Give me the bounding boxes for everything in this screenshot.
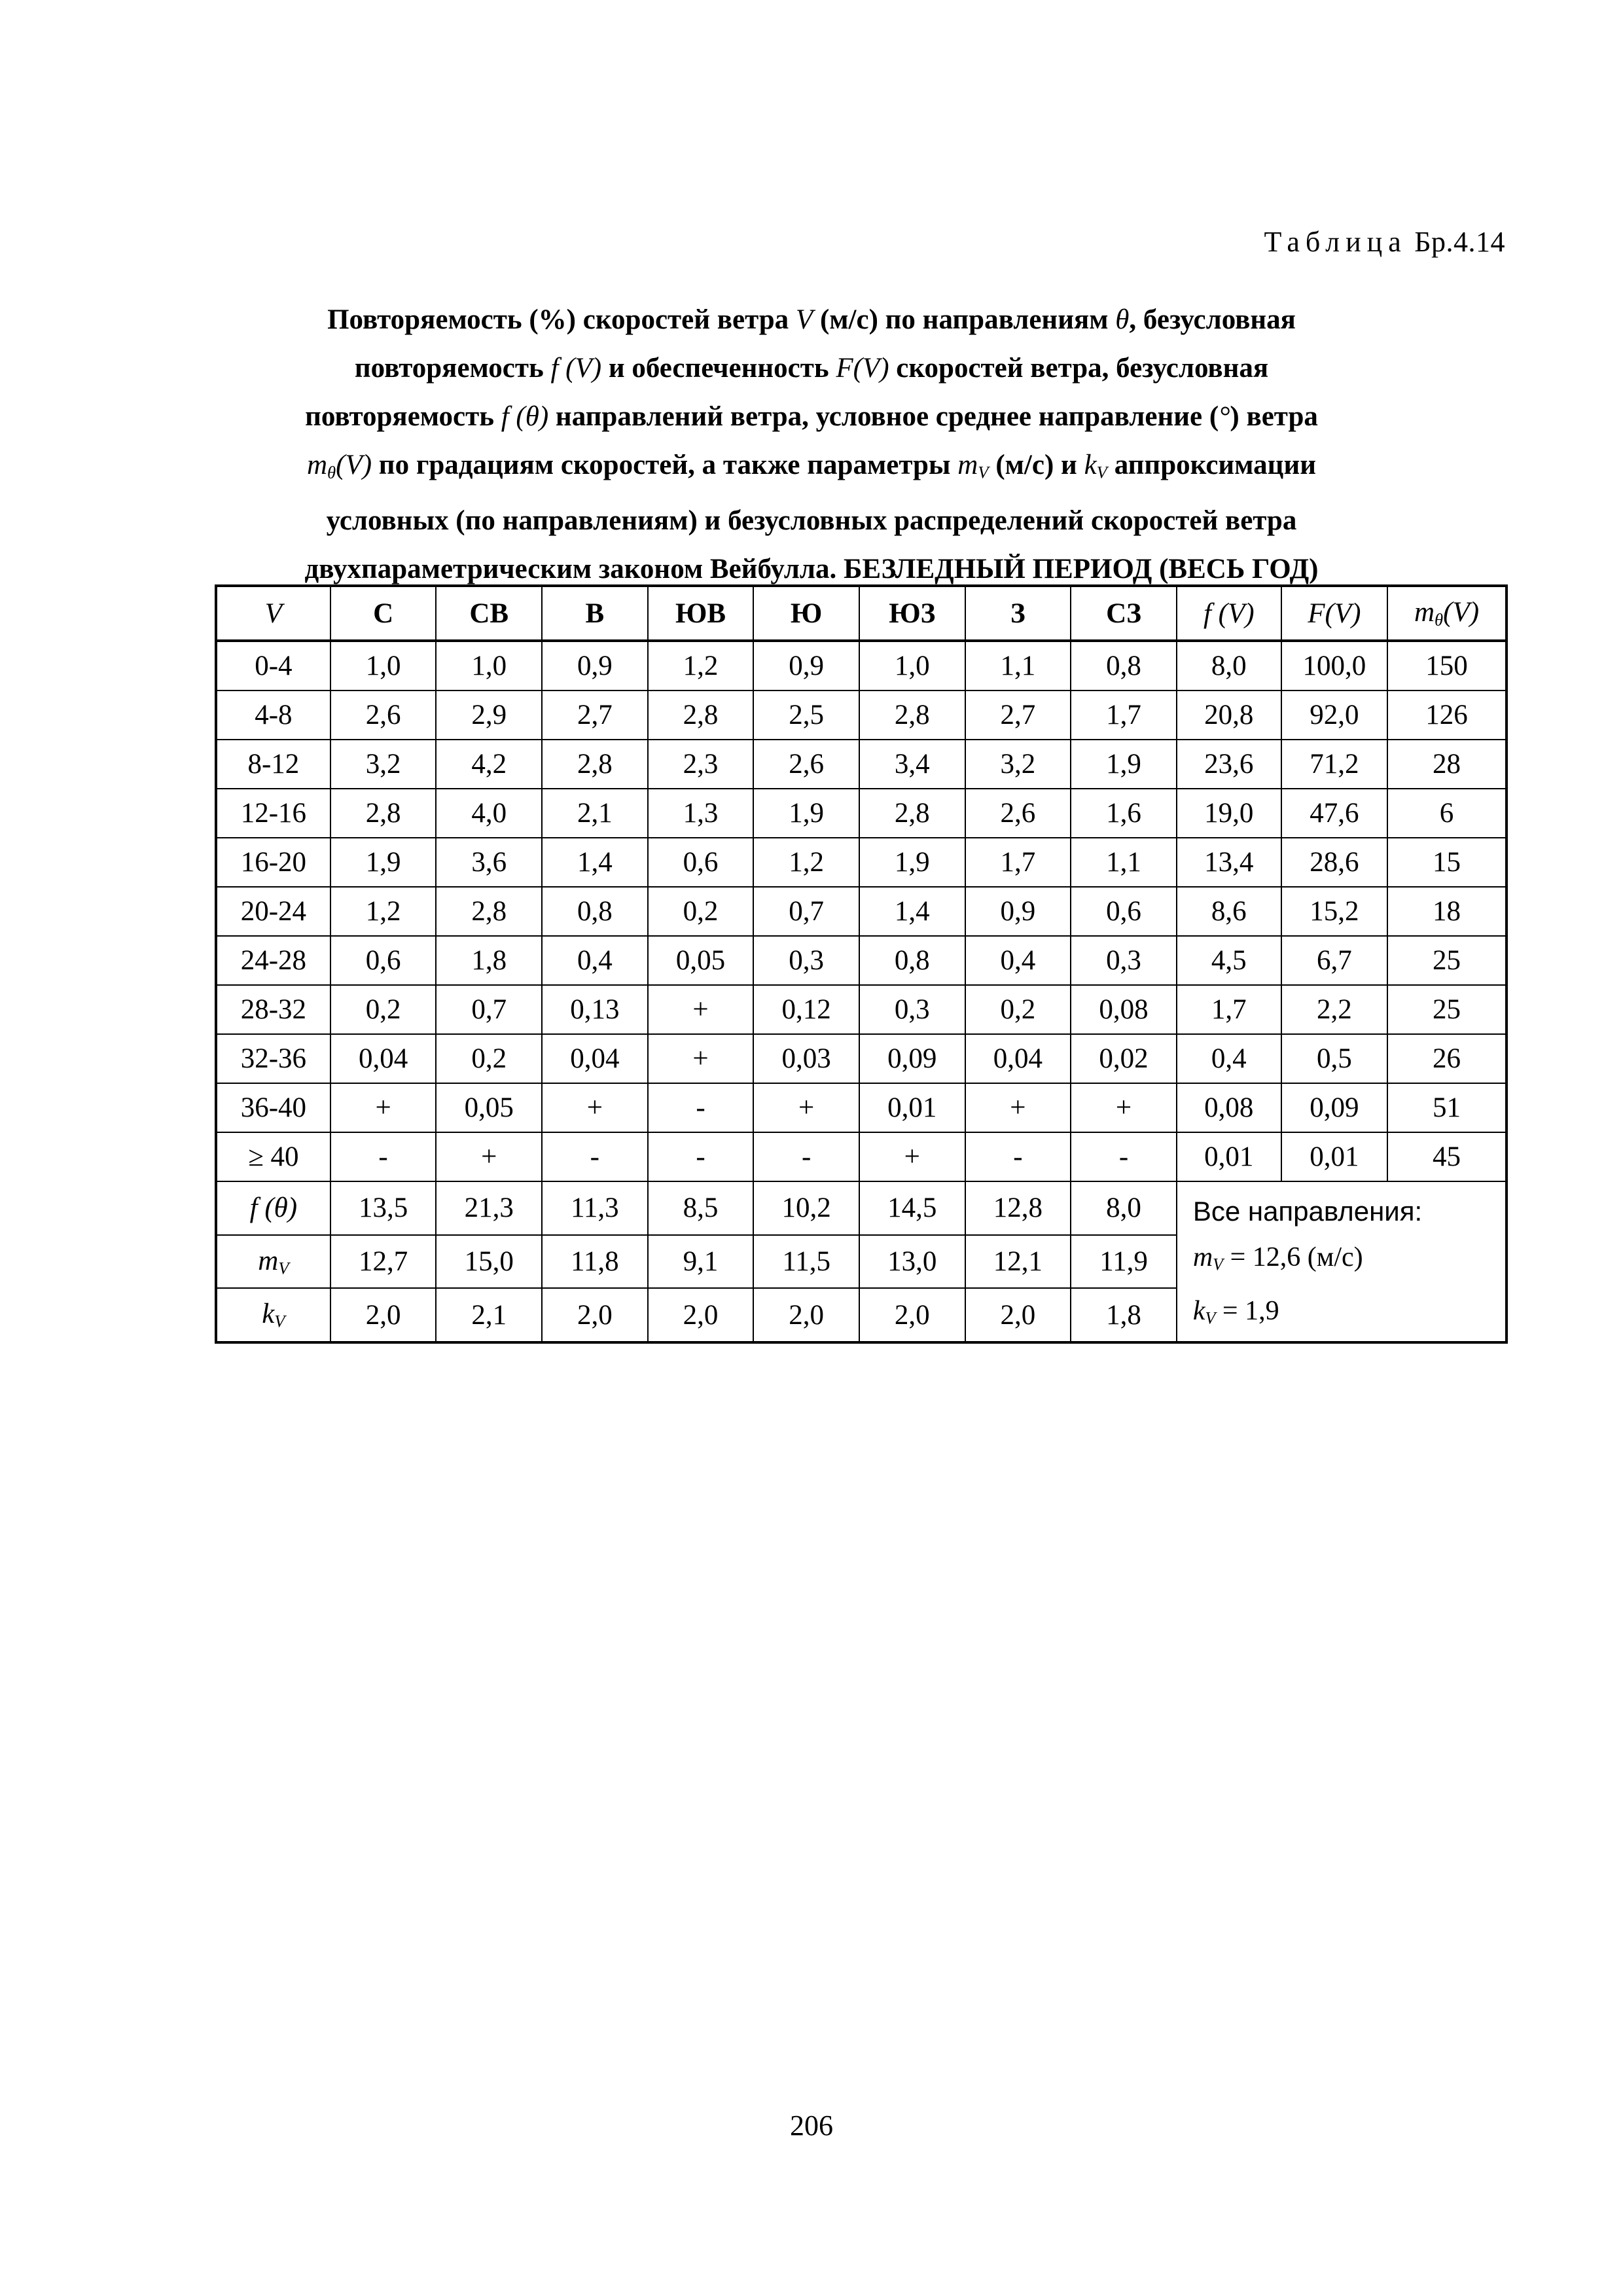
frequency-cell: + — [648, 1034, 754, 1083]
caption-text: аппроксимации — [1107, 450, 1317, 480]
fv-cell: 20,8 — [1177, 691, 1281, 740]
page-number: 206 — [790, 2109, 833, 2142]
frequency-cell: 0,6 — [330, 936, 437, 985]
mv-cell: 12,1 — [965, 1235, 1071, 1289]
caption-line-1 — [196, 296, 1427, 344]
summary-mv-sub: V — [1213, 1255, 1224, 1274]
frequency-cell: 1,3 — [648, 789, 754, 838]
kv-cell: 2,0 — [542, 1288, 648, 1342]
Fv-cell: 92,0 — [1281, 691, 1387, 740]
header-m-symbol: m — [1414, 597, 1435, 628]
table-row — [216, 691, 1507, 740]
table-row — [216, 838, 1507, 887]
frequency-cell: - — [330, 1132, 437, 1181]
frequency-cell: 0,9 — [965, 887, 1071, 936]
table-word: Таблица — [1264, 226, 1407, 258]
table-row — [216, 1034, 1507, 1083]
mv-cell: 13,0 — [859, 1235, 965, 1289]
caption-math: k — [1084, 450, 1097, 480]
header-direction: СЗ — [1071, 586, 1177, 641]
mv-symbol: m — [258, 1245, 279, 1276]
frequency-cell: 2,8 — [436, 887, 542, 936]
frequency-cell: 0,3 — [859, 985, 965, 1034]
header-direction: З — [965, 586, 1071, 641]
frequency-cell: 0,04 — [542, 1034, 648, 1083]
frequency-cell: - — [1071, 1132, 1177, 1181]
caption-text: повторяемость — [354, 353, 551, 384]
table-row — [216, 740, 1507, 789]
frequency-cell: 1,9 — [330, 838, 437, 887]
mtheta-cell: 18 — [1387, 887, 1507, 936]
frequency-cell: 0,02 — [1071, 1034, 1177, 1083]
frequency-cell: 1,2 — [753, 838, 859, 887]
f-theta-row — [216, 1181, 1507, 1235]
frequency-cell: 4,2 — [436, 740, 542, 789]
summary-kv — [1193, 1288, 1505, 1342]
mtheta-cell: 25 — [1387, 985, 1507, 1034]
frequency-cell: 2,3 — [648, 740, 754, 789]
frequency-cell: + — [859, 1132, 965, 1181]
frequency-cell: 1,4 — [859, 887, 965, 936]
table-number-label — [1264, 225, 1505, 259]
mv-cell: 9,1 — [648, 1235, 754, 1289]
kv-cell: 2,0 — [648, 1288, 754, 1342]
caption-text: направлений ветра, условное среднее направление ( — [548, 401, 1219, 432]
Fv-cell: 15,2 — [1281, 887, 1387, 936]
caption-line-3 — [196, 393, 1427, 441]
header-m-arg: (V) — [1443, 597, 1480, 628]
summary-kv-symbol: k — [1192, 1295, 1205, 1326]
table-header-row — [216, 586, 1507, 641]
header-m-sub: θ — [1435, 609, 1444, 630]
f-theta-cell: 10,2 — [753, 1181, 859, 1235]
header-direction: СВ — [436, 586, 542, 641]
frequency-cell: 0,05 — [648, 936, 754, 985]
kv-sub: V — [274, 1311, 285, 1331]
fv-cell: 0,08 — [1177, 1083, 1281, 1132]
fv-cell: 8,6 — [1177, 887, 1281, 936]
frequency-cell: 2,6 — [330, 691, 437, 740]
frequency-cell: 0,01 — [859, 1083, 965, 1132]
caption-math: (V) — [336, 450, 372, 480]
Fv-cell: 47,6 — [1281, 789, 1387, 838]
frequency-cell: 2,7 — [542, 691, 648, 740]
frequency-cell: 2,8 — [648, 691, 754, 740]
frequency-cell: - — [648, 1083, 754, 1132]
mv-sub: V — [278, 1258, 289, 1278]
caption-text: (м/с) и — [988, 450, 1084, 480]
speed-range-cell: 24-28 — [216, 936, 330, 985]
mtheta-cell: 150 — [1387, 641, 1507, 691]
summary-title: Все направления: — [1192, 1196, 1423, 1227]
f-theta-cell: 14,5 — [859, 1181, 965, 1235]
frequency-cell: - — [648, 1132, 754, 1181]
caption-math: V — [795, 304, 813, 335]
Fv-cell: 28,6 — [1281, 838, 1387, 887]
frequency-cell: + — [648, 985, 754, 1034]
mv-cell: 15,0 — [436, 1235, 542, 1289]
frequency-cell: 2,1 — [542, 789, 648, 838]
f-theta-cell: 8,0 — [1071, 1181, 1177, 1235]
frequency-cell: 0,2 — [436, 1034, 542, 1083]
header-fv: f (V) — [1177, 586, 1281, 641]
frequency-cell: 1,0 — [859, 641, 965, 691]
frequency-cell: 0,03 — [753, 1034, 859, 1083]
frequency-cell: 2,8 — [330, 789, 437, 838]
frequency-cell: 0,2 — [330, 985, 437, 1034]
table-number: Бр.4.14 — [1414, 226, 1505, 258]
frequency-cell: 0,6 — [648, 838, 754, 887]
mv-cell: 11,8 — [542, 1235, 648, 1289]
kv-cell: 2,0 — [859, 1288, 965, 1342]
wind-speed-table — [215, 584, 1508, 1344]
all-directions-summary — [1177, 1181, 1507, 1342]
frequency-cell: 1,7 — [965, 838, 1071, 887]
header-direction: ЮЗ — [859, 586, 965, 641]
frequency-cell: 1,8 — [436, 936, 542, 985]
mv-label — [216, 1235, 330, 1289]
f-theta-cell: 21,3 — [436, 1181, 542, 1235]
kv-cell: 2,0 — [753, 1288, 859, 1342]
f-theta-cell: 12,8 — [965, 1181, 1071, 1235]
caption-math: ° — [1219, 401, 1230, 432]
table-row — [216, 887, 1507, 936]
frequency-cell: 1,9 — [859, 838, 965, 887]
caption-line-5: условных (по направлениям) и безусловных распределений скоростей ветра — [326, 505, 1297, 536]
Fv-cell: 100,0 — [1281, 641, 1387, 691]
kv-symbol: k — [262, 1299, 275, 1330]
caption-text: ) ветра — [1230, 401, 1318, 432]
frequency-cell: 1,4 — [542, 838, 648, 887]
frequency-cell: 0,8 — [542, 887, 648, 936]
summary-mv-unit: (м/с) — [1300, 1242, 1363, 1272]
frequency-cell: 0,09 — [859, 1034, 965, 1083]
caption-math: F(V) — [836, 353, 889, 384]
frequency-cell: 1,0 — [330, 641, 437, 691]
caption-line-2 — [196, 344, 1427, 393]
fv-cell: 19,0 — [1177, 789, 1281, 838]
frequency-cell: 2,8 — [859, 789, 965, 838]
frequency-cell: 2,7 — [965, 691, 1071, 740]
frequency-cell: 1,1 — [965, 641, 1071, 691]
frequency-cell: 1,0 — [436, 641, 542, 691]
frequency-cell: 2,9 — [436, 691, 542, 740]
f-theta-cell: 13,5 — [330, 1181, 437, 1235]
frequency-cell: 3,6 — [436, 838, 542, 887]
caption-math: f (V) — [550, 353, 602, 384]
frequency-cell: 0,4 — [542, 936, 648, 985]
fv-cell: 23,6 — [1177, 740, 1281, 789]
caption-math-sub: V — [1096, 462, 1107, 482]
kv-cell: 2,0 — [965, 1288, 1071, 1342]
Fv-cell: 71,2 — [1281, 740, 1387, 789]
frequency-cell: 0,08 — [1071, 985, 1177, 1034]
frequency-cell: 1,9 — [1071, 740, 1177, 789]
frequency-cell: 0,8 — [859, 936, 965, 985]
frequency-cell: 0,9 — [542, 641, 648, 691]
speed-range-cell: 28-32 — [216, 985, 330, 1034]
fv-cell: 4,5 — [1177, 936, 1281, 985]
table-caption — [196, 296, 1427, 594]
frequency-cell: 3,2 — [965, 740, 1071, 789]
frequency-cell: 0,4 — [965, 936, 1071, 985]
summary-kv-sub: V — [1205, 1308, 1216, 1327]
header-v: V — [216, 586, 330, 641]
kv-cell: 1,8 — [1071, 1288, 1177, 1342]
frequency-cell: 0,3 — [753, 936, 859, 985]
frequency-cell: 1,9 — [753, 789, 859, 838]
caption-text: (м/с) по направлениям — [813, 304, 1116, 335]
kv-cell: 2,0 — [330, 1288, 437, 1342]
frequency-cell: 2,6 — [753, 740, 859, 789]
fv-cell: 13,4 — [1177, 838, 1281, 887]
mv-cell: 11,9 — [1071, 1235, 1177, 1289]
mtheta-cell: 45 — [1387, 1132, 1507, 1181]
caption-math-sub: θ — [327, 462, 336, 482]
frequency-cell: 0,2 — [965, 985, 1071, 1034]
frequency-cell: 0,13 — [542, 985, 648, 1034]
Fv-cell: 0,01 — [1281, 1132, 1387, 1181]
caption-text: скоростей ветра, безусловная — [889, 353, 1269, 384]
frequency-cell: 0,7 — [436, 985, 542, 1034]
header-direction: Ю — [753, 586, 859, 641]
frequency-cell: 0,05 — [436, 1083, 542, 1132]
summary-mv-value: = 12,6 — [1223, 1242, 1301, 1272]
f-theta-label: f (θ) — [216, 1181, 330, 1235]
speed-range-cell: 4-8 — [216, 691, 330, 740]
table-row — [216, 1083, 1507, 1132]
frequency-cell: + — [753, 1083, 859, 1132]
frequency-cell: 2,8 — [542, 740, 648, 789]
header-Fv: F(V) — [1281, 586, 1387, 641]
frequency-cell: - — [965, 1132, 1071, 1181]
frequency-cell: 1,7 — [1071, 691, 1177, 740]
header-direction: В — [542, 586, 648, 641]
header-direction: ЮВ — [648, 586, 754, 641]
f-theta-cell: 11,3 — [542, 1181, 648, 1235]
frequency-cell: 0,3 — [1071, 936, 1177, 985]
caption-text: Повторяемость (%) скоростей ветра — [327, 304, 796, 335]
kv-cell: 2,1 — [436, 1288, 542, 1342]
fv-cell: 0,01 — [1177, 1132, 1281, 1181]
mtheta-cell: 25 — [1387, 936, 1507, 985]
frequency-cell: 3,2 — [330, 740, 437, 789]
table-row — [216, 641, 1507, 691]
kv-label — [216, 1288, 330, 1342]
frequency-cell: 0,04 — [330, 1034, 437, 1083]
caption-line-6: двухпараметрическим законом Вейбулла. БЕЗЛЕДНЫЙ ПЕРИОД (ВЕСЬ ГОД) — [304, 553, 1319, 584]
summary-mv-symbol: m — [1192, 1242, 1213, 1272]
caption-line-4 — [196, 441, 1427, 497]
frequency-cell: - — [753, 1132, 859, 1181]
frequency-cell: 0,7 — [753, 887, 859, 936]
frequency-cell: 3,4 — [859, 740, 965, 789]
f-theta-cell: 8,5 — [648, 1181, 754, 1235]
mtheta-cell: 126 — [1387, 691, 1507, 740]
frequency-cell: - — [542, 1132, 648, 1181]
caption-math: m — [306, 450, 328, 480]
frequency-cell: 1,6 — [1071, 789, 1177, 838]
frequency-cell: 0,9 — [753, 641, 859, 691]
mtheta-cell: 15 — [1387, 838, 1507, 887]
table-row — [216, 936, 1507, 985]
frequency-cell: 0,04 — [965, 1034, 1071, 1083]
caption-text: повторяемость — [305, 401, 501, 432]
frequency-cell: 0,6 — [1071, 887, 1177, 936]
frequency-cell: + — [1071, 1083, 1177, 1132]
Fv-cell: 0,5 — [1281, 1034, 1387, 1083]
fv-cell: 1,7 — [1177, 985, 1281, 1034]
mtheta-cell: 51 — [1387, 1083, 1507, 1132]
frequency-cell: + — [330, 1083, 437, 1132]
frequency-cell: + — [436, 1132, 542, 1181]
mv-cell: 11,5 — [753, 1235, 859, 1289]
Fv-cell: 6,7 — [1281, 936, 1387, 985]
speed-range-cell: 32-36 — [216, 1034, 330, 1083]
Fv-cell: 0,09 — [1281, 1083, 1387, 1132]
summary-kv-value: = 1,9 — [1215, 1295, 1279, 1326]
table-row — [216, 789, 1507, 838]
caption-text: , безусловная — [1129, 304, 1296, 335]
speed-range-cell: 16-20 — [216, 838, 330, 887]
speed-range-cell: 8-12 — [216, 740, 330, 789]
fv-cell: 8,0 — [1177, 641, 1281, 691]
fv-cell: 0,4 — [1177, 1034, 1281, 1083]
frequency-cell: 2,5 — [753, 691, 859, 740]
frequency-cell: 1,1 — [1071, 838, 1177, 887]
frequency-cell: + — [965, 1083, 1071, 1132]
speed-range-cell: 20-24 — [216, 887, 330, 936]
mtheta-cell: 6 — [1387, 789, 1507, 838]
frequency-cell: 0,8 — [1071, 641, 1177, 691]
header-direction: С — [330, 586, 437, 641]
frequency-cell: 0,2 — [648, 887, 754, 936]
Fv-cell: 2,2 — [1281, 985, 1387, 1034]
frequency-cell: 4,0 — [436, 789, 542, 838]
mtheta-cell: 28 — [1387, 740, 1507, 789]
speed-range-cell: ≥ 40 — [216, 1132, 330, 1181]
frequency-cell: 0,12 — [753, 985, 859, 1034]
summary-mv — [1193, 1234, 1505, 1288]
table-row — [216, 1132, 1507, 1181]
frequency-cell: + — [542, 1083, 648, 1132]
speed-range-cell: 12-16 — [216, 789, 330, 838]
table-row — [216, 985, 1507, 1034]
speed-range-cell: 0-4 — [216, 641, 330, 691]
caption-math: m — [957, 450, 978, 480]
header-mtheta — [1387, 586, 1507, 641]
speed-range-cell: 36-40 — [216, 1083, 330, 1132]
caption-math-sub: V — [978, 462, 989, 482]
caption-text: и обеспеченность — [601, 353, 836, 384]
frequency-cell: 1,2 — [330, 887, 437, 936]
caption-math: θ — [1115, 304, 1130, 335]
frequency-cell: 1,2 — [648, 641, 754, 691]
frequency-cell: 2,6 — [965, 789, 1071, 838]
caption-math: f (θ) — [501, 401, 549, 432]
caption-text: по градациям скоростей, а также параметры — [372, 450, 958, 480]
frequency-cell: 2,8 — [859, 691, 965, 740]
mtheta-cell: 26 — [1387, 1034, 1507, 1083]
mv-cell: 12,7 — [330, 1235, 437, 1289]
